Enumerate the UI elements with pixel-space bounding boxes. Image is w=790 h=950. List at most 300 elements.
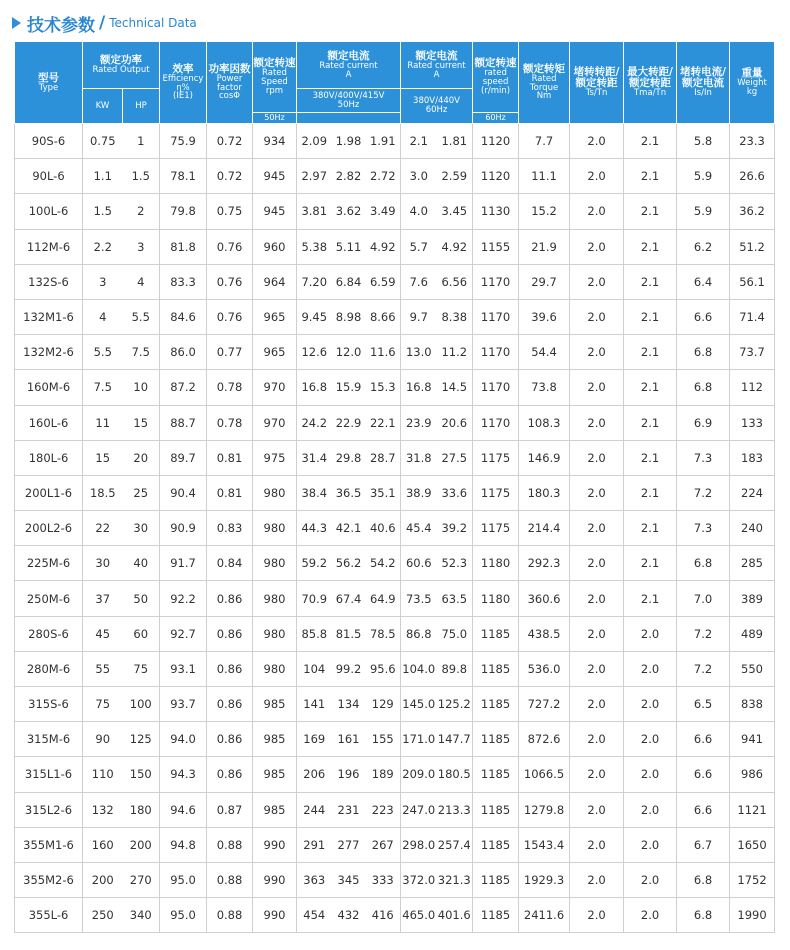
table-cell: 214.4 [519,511,570,546]
table-cell: 45 [83,616,123,651]
table-cell: 838 [730,687,775,722]
table-cell: 2.0 [570,405,624,440]
table-cell: 6.2 [677,229,730,264]
table-cell: 22.1 [366,405,401,440]
table-cell: 990 [253,827,297,862]
table-cell: 1279.8 [519,792,570,827]
table-cell: 970 [253,370,297,405]
table-cell: 2.0 [570,335,624,370]
table-cell: 7.20 [297,264,332,299]
table-cell: 25 [123,475,160,510]
table-cell: 70.9 [297,581,332,616]
table-cell: 5.38 [297,229,332,264]
table-cell: 0.88 [207,862,253,897]
table-row [15,124,775,159]
header-rated-torque: 额定转矩 Rated Torque Nm [519,42,570,124]
table-cell: 1990 [730,898,775,933]
table-cell: 0.86 [207,581,253,616]
table-cell: 2.0 [624,722,677,757]
table-cell: 1.5 [83,194,123,229]
table-cell: 24.2 [297,405,332,440]
table-cell: 35.1 [366,475,401,510]
table-cell: 2.0 [570,616,624,651]
table-cell: 133 [730,405,775,440]
table-cell: 89.8 [437,651,473,686]
table-cell: 52.3 [437,546,473,581]
table-cell: 2.0 [570,475,624,510]
table-cell: 454 [297,898,332,933]
table-row [15,159,775,194]
table-row [15,229,775,264]
table-cell: 0.86 [207,722,253,757]
table-cell: 54.2 [366,546,401,581]
table-cell: 11.1 [519,159,570,194]
table-cell: 73.8 [519,370,570,405]
table-cell: 129 [366,687,401,722]
table-cell: 81.5 [332,616,366,651]
table-cell: 292.3 [519,546,570,581]
table-cell: 2.1 [624,229,677,264]
table-cell: 250 [83,898,123,933]
table-cell: 21.9 [519,229,570,264]
header-current-50-spacer [297,113,401,124]
table-cell: 94.0 [160,722,207,757]
table-cell: 85.8 [297,616,332,651]
table-cell: 8.66 [366,299,401,334]
table-cell: 112M-6 [15,229,83,264]
table-cell: 81.8 [160,229,207,264]
table-cell: 270 [123,862,160,897]
table-cell: 6.6 [677,757,730,792]
table-cell: 1121 [730,792,775,827]
table-cell: 87.2 [160,370,207,405]
table-cell: 6.4 [677,264,730,299]
table-cell: 489 [730,616,775,651]
table-cell: 1 [123,124,160,159]
table-cell: 727.2 [519,687,570,722]
table-cell: 95.0 [160,898,207,933]
table-cell: 1120 [473,159,519,194]
table-cell: 6.9 [677,405,730,440]
table-cell: 11.6 [366,335,401,370]
header-rated-current-60: 额定电流 Rated current A [401,42,473,89]
table-cell: 6.6 [677,792,730,827]
table-cell: 12.6 [297,335,332,370]
table-cell: 99.2 [332,651,366,686]
table-cell: 2.0 [570,264,624,299]
table-cell: 1929.3 [519,862,570,897]
table-cell: 125.2 [437,687,473,722]
table-cell: 355M1-6 [15,827,83,862]
table-cell: 2.1 [624,581,677,616]
table-cell: 1185 [473,651,519,686]
table-cell: 1.5 [123,159,160,194]
table-cell: 15.3 [366,370,401,405]
table-cell: 108.3 [519,405,570,440]
header-rated-speed-50: 额定转速 Rated Speed rpm [253,42,297,113]
table-cell: 2.1 [401,124,437,159]
table-row [15,581,775,616]
table-cell: 389 [730,581,775,616]
table-cell: 2.0 [624,651,677,686]
table-row [15,687,775,722]
table-cell: 100L-6 [15,194,83,229]
table-cell: 50 [123,581,160,616]
table-cell: 2.0 [570,229,624,264]
table-cell: 15 [83,440,123,475]
table-cell: 5.11 [332,229,366,264]
table-cell: 980 [253,511,297,546]
table-cell: 0.83 [207,511,253,546]
table-cell: 73.7 [730,335,775,370]
table-cell: 104 [297,651,332,686]
table-cell: 56.2 [332,546,366,581]
table-cell: 39.6 [519,299,570,334]
table-cell: 83.3 [160,264,207,299]
table-row [15,475,775,510]
table-cell: 0.81 [207,440,253,475]
header-rated-speed-60: 额定转速 rated speed (r/min) [473,42,519,113]
table-cell: 78.5 [366,616,401,651]
table-cell: 2.1 [624,124,677,159]
table-cell: 1170 [473,264,519,299]
table-cell: 2.1 [624,405,677,440]
table-cell: 1120 [473,124,519,159]
table-cell: 1155 [473,229,519,264]
header-efficiency: 效率 Efficiency η% (IE1) [160,42,207,124]
table-cell: 1.91 [366,124,401,159]
table-row [15,616,775,651]
table-cell: 250M-6 [15,581,83,616]
table-cell: 2.0 [570,862,624,897]
table-cell: 71.4 [730,299,775,334]
table-cell: 965 [253,299,297,334]
table-cell: 5.5 [83,335,123,370]
table-cell: 2.82 [332,159,366,194]
table-cell: 29.7 [519,264,570,299]
table-cell: 2.0 [570,440,624,475]
table-cell: 1185 [473,722,519,757]
table-cell: 1180 [473,581,519,616]
table-cell: 40.6 [366,511,401,546]
table-cell: 37 [83,581,123,616]
table-cell: 94.6 [160,792,207,827]
table-cell: 1175 [473,511,519,546]
table-cell: 438.5 [519,616,570,651]
table-cell: 11 [83,405,123,440]
header-max-torque: 最大转距/额定转距 Tma/Tn [624,42,677,124]
table-cell: 84.6 [160,299,207,334]
table-cell: 2.0 [570,194,624,229]
table-cell: 0.88 [207,827,253,862]
table-cell: 6.8 [677,370,730,405]
table-cell: 2.1 [624,264,677,299]
table-cell: 31.8 [401,440,437,475]
table-cell: 291 [297,827,332,862]
table-cell: 155 [366,722,401,757]
table-cell: 67.4 [332,581,366,616]
table-cell: 90 [83,722,123,757]
table-cell: 2.0 [624,616,677,651]
table-cell: 934 [253,124,297,159]
header-power-factor: 功率因数 Power factor cosΦ [207,42,253,124]
table-cell: 9.7 [401,299,437,334]
table-cell: 980 [253,651,297,686]
table-cell: 0.76 [207,229,253,264]
table-cell: 315M-6 [15,722,83,757]
table-cell: 160 [83,827,123,862]
table-cell: 986 [730,757,775,792]
table-cell: 0.84 [207,546,253,581]
table-cell: 6.8 [677,335,730,370]
table-cell: 964 [253,264,297,299]
header-current-60-volts: 380V/440V 60Hz [401,89,473,124]
table-cell: 134 [332,687,366,722]
table-cell: 0.78 [207,370,253,405]
table-cell: 16.8 [297,370,332,405]
table-cell: 51.2 [730,229,775,264]
table-cell: 2.1 [624,511,677,546]
table-cell: 4.0 [401,194,437,229]
header-rated-current-50: 额定电流 Rated current A [297,42,401,89]
table-cell: 9.45 [297,299,332,334]
table-cell: 2.1 [624,440,677,475]
table-cell: 38.9 [401,475,437,510]
table-cell: 345 [332,862,366,897]
table-cell: 132M2-6 [15,335,83,370]
table-cell: 3.62 [332,194,366,229]
table-cell: 13.0 [401,335,437,370]
table-cell: 298.0 [401,827,437,862]
table-cell: 92.2 [160,581,207,616]
table-cell: 1185 [473,687,519,722]
table-cell: 75 [83,687,123,722]
table-cell: 6.8 [677,862,730,897]
table-cell: 3.0 [401,159,437,194]
table-cell: 980 [253,616,297,651]
table-cell: 75.0 [437,616,473,651]
table-row [15,862,775,897]
table-cell: 6.84 [332,264,366,299]
table-cell: 0.81 [207,475,253,510]
table-cell: 112 [730,370,775,405]
table-cell: 29.8 [332,440,366,475]
table-cell: 536.0 [519,651,570,686]
table-cell: 960 [253,229,297,264]
table-cell: 0.77 [207,335,253,370]
table-cell: 432 [332,898,366,933]
table-cell: 2.97 [297,159,332,194]
table-cell: 5.7 [401,229,437,264]
table-cell: 2.1 [624,370,677,405]
table-cell: 1185 [473,898,519,933]
table-cell: 206 [297,757,332,792]
table-cell: 1185 [473,616,519,651]
table-cell: 38.4 [297,475,332,510]
table-row [15,827,775,862]
table-cell: 3 [123,229,160,264]
table-cell: 12.0 [332,335,366,370]
table-cell: 1185 [473,862,519,897]
table-cell: 980 [253,475,297,510]
table-cell: 16.8 [401,370,437,405]
table-cell: 0.86 [207,616,253,651]
table-cell: 277 [332,827,366,862]
table-cell: 1170 [473,370,519,405]
table-cell: 0.76 [207,264,253,299]
table-cell: 6.6 [677,299,730,334]
header-type: 型号 Type [15,42,83,124]
table-cell: 79.8 [160,194,207,229]
table-cell: 1.81 [437,124,473,159]
table-cell: 2.0 [570,722,624,757]
table-cell: 1170 [473,335,519,370]
table-cell: 7.5 [123,335,160,370]
table-cell: 56.1 [730,264,775,299]
table-cell: 89.7 [160,440,207,475]
table-body [15,124,775,933]
table-cell: 200 [123,827,160,862]
table-cell: 6.7 [677,827,730,862]
table-cell: 0.72 [207,159,253,194]
table-cell: 1170 [473,405,519,440]
table-cell: 4 [123,264,160,299]
table-cell: 945 [253,159,297,194]
table-cell: 2.1 [624,194,677,229]
table-cell: 2.0 [570,511,624,546]
table-cell: 1185 [473,792,519,827]
table-cell: 2.1 [624,546,677,581]
table-cell: 231 [332,792,366,827]
title-separator: / [99,13,106,33]
table-cell: 223 [366,792,401,827]
table-cell: 39.2 [437,511,473,546]
table-cell: 78.1 [160,159,207,194]
table-cell: 75 [123,651,160,686]
section-header [12,10,197,36]
table-cell: 15 [123,405,160,440]
table-cell: 2.72 [366,159,401,194]
table-cell: 465.0 [401,898,437,933]
table-cell: 73.5 [401,581,437,616]
table-cell: 0.86 [207,651,253,686]
table-cell: 23.3 [730,124,775,159]
table-cell: 86.0 [160,335,207,370]
table-cell: 247.0 [401,792,437,827]
table-cell: 93.7 [160,687,207,722]
table-cell: 100 [123,687,160,722]
table-cell: 86.8 [401,616,437,651]
table-cell: 45.4 [401,511,437,546]
table-cell: 90S-6 [15,124,83,159]
table-cell: 200 [83,862,123,897]
table-cell: 1170 [473,299,519,334]
table-cell: 2.1 [624,299,677,334]
table-cell: 7.2 [677,651,730,686]
header-locked-torque: 堵转转距/额定转距 Ts/Tn [570,42,624,124]
table-cell: 1066.5 [519,757,570,792]
table-cell: 11.2 [437,335,473,370]
table-cell: 7.2 [677,616,730,651]
table-cell: 0.88 [207,898,253,933]
table-cell: 1185 [473,827,519,862]
table-cell: 5.9 [677,194,730,229]
table-row [15,264,775,299]
table-cell: 132M1-6 [15,299,83,334]
table-cell: 7.6 [401,264,437,299]
table-cell: 88.7 [160,405,207,440]
table-cell: 169 [297,722,332,757]
table-cell: 180 [123,792,160,827]
table-cell: 990 [253,898,297,933]
table-cell: 20.6 [437,405,473,440]
table-cell: 90.9 [160,511,207,546]
table-cell: 321.3 [437,862,473,897]
table-cell: 2 [123,194,160,229]
table-cell: 355M2-6 [15,862,83,897]
table-cell: 2.0 [624,827,677,862]
table-cell: 8.38 [437,299,473,334]
table-cell: 42.1 [332,511,366,546]
table-cell: 941 [730,722,775,757]
table-cell: 28.7 [366,440,401,475]
table-cell: 0.86 [207,687,253,722]
table-cell: 333 [366,862,401,897]
table-cell: 1180 [473,546,519,581]
table-cell: 171.0 [401,722,437,757]
table-cell: 4.92 [366,229,401,264]
table-cell: 160L-6 [15,405,83,440]
table-row [15,405,775,440]
header-speed-60-freq: 60Hz [473,113,519,124]
table-cell: 92.7 [160,616,207,651]
table-cell: 10 [123,370,160,405]
table-cell: 2.0 [624,757,677,792]
table-row [15,722,775,757]
table-cell: 180.5 [437,757,473,792]
table-cell: 2.1 [624,335,677,370]
table-cell: 200L1-6 [15,475,83,510]
table-cell: 5.8 [677,124,730,159]
table-cell: 6.6 [677,722,730,757]
table-cell: 2411.6 [519,898,570,933]
table-cell: 7.5 [83,370,123,405]
table-cell: 267 [366,827,401,862]
table-cell: 3.49 [366,194,401,229]
table-cell: 360.6 [519,581,570,616]
table-cell: 18.5 [83,475,123,510]
table-cell: 15.2 [519,194,570,229]
table-cell: 147.7 [437,722,473,757]
table-cell: 2.2 [83,229,123,264]
table-cell: 1.98 [332,124,366,159]
table-cell: 30 [123,511,160,546]
table-cell: 22 [83,511,123,546]
section-title-en: Technical Data [109,16,197,30]
table-cell: 0.75 [83,124,123,159]
table-cell: 93.1 [160,651,207,686]
table-row [15,757,775,792]
table-cell: 26.6 [730,159,775,194]
table-cell: 5.5 [123,299,160,334]
table-cell: 0.72 [207,124,253,159]
table-cell: 6.59 [366,264,401,299]
table-cell: 1.1 [83,159,123,194]
table-cell: 7.7 [519,124,570,159]
table-cell: 31.4 [297,440,332,475]
table-row [15,194,775,229]
table-cell: 2.0 [570,651,624,686]
